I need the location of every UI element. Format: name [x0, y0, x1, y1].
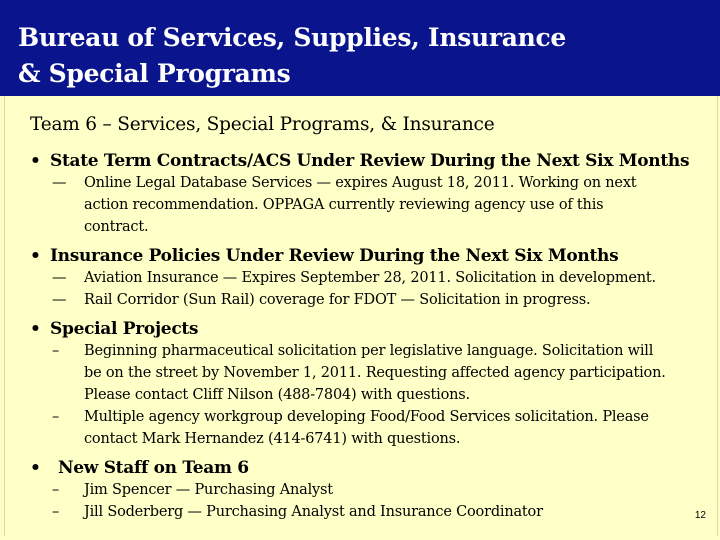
page-number: 12	[694, 510, 706, 521]
list-item	[30, 406, 710, 450]
section-heading	[30, 457, 710, 479]
section-new-staff	[30, 457, 710, 523]
dash-marker: —	[52, 292, 67, 308]
heading-text: Special Projects	[50, 319, 199, 339]
heading-text: State Term Contracts/ACS Under Review During the Next Six Months	[50, 151, 690, 171]
dash-marker: –	[52, 343, 60, 359]
heading-text: Insurance Policies Under Review During the Next Six Months	[50, 246, 619, 266]
section-special-projects	[30, 318, 710, 450]
dash-marker: –	[52, 482, 60, 498]
bullet-dot: •	[30, 319, 41, 339]
section-heading	[30, 150, 710, 172]
slide-title	[18, 20, 566, 92]
item-line: Multiple agency workgroup developing Food/Food Services solicitation. Please	[84, 409, 649, 425]
bullet-dot: •	[30, 246, 41, 266]
dash-marker: —	[52, 175, 67, 191]
list-item	[30, 340, 710, 406]
item-line: contract.	[84, 219, 149, 235]
item-line: Please contact Cliff Nilson (488-7804) with questions.	[84, 387, 470, 403]
list-item	[30, 501, 710, 523]
title-line-1: Bureau of Services, Supplies, Insurance	[18, 23, 567, 52]
item-line: Rail Corridor (Sun Rail) coverage for FDOT — Solicitation in progress.	[84, 292, 591, 308]
list-item	[30, 289, 710, 311]
item-line: Jill Soderberg — Purchasing Analyst and Insurance Coordinator	[84, 504, 543, 520]
title-banner	[0, 0, 720, 96]
section-insurance-policies	[30, 245, 710, 311]
item-line: contact Mark Hernandez (414-6741) with questions.	[84, 431, 461, 447]
dash-marker: —	[52, 270, 67, 286]
heading-text: New Staff on Team 6	[58, 458, 249, 478]
section-heading	[30, 318, 710, 340]
bullet-dot: •	[30, 458, 41, 478]
item-line: Beginning pharmaceutical solicitation per legislative language. Solicitation will	[84, 343, 654, 359]
list-item	[30, 172, 710, 238]
slide-subtitle: Team 6 – Services, Special Programs, & Insurance	[30, 114, 495, 135]
title-line-2: & Special Programs	[18, 59, 291, 88]
list-item	[30, 479, 710, 501]
list-item	[30, 267, 710, 289]
item-line: action recommendation. OPPAGA currently reviewing agency use of this	[84, 197, 604, 213]
dash-marker: –	[52, 409, 60, 425]
bullet-dot: •	[30, 151, 41, 171]
item-line: Aviation Insurance — Expires September 28, 2011. Solicitation in development.	[84, 270, 656, 286]
item-line: be on the street by November 1, 2011. Requesting affected agency participation.	[84, 365, 666, 381]
item-line: Jim Spencer — Purchasing Analyst	[84, 482, 333, 498]
section-state-term-contracts	[30, 150, 710, 238]
item-line: Online Legal Database Services — expires August 18, 2011. Working on next	[84, 175, 637, 191]
dash-marker: –	[52, 504, 60, 520]
section-heading	[30, 245, 710, 267]
